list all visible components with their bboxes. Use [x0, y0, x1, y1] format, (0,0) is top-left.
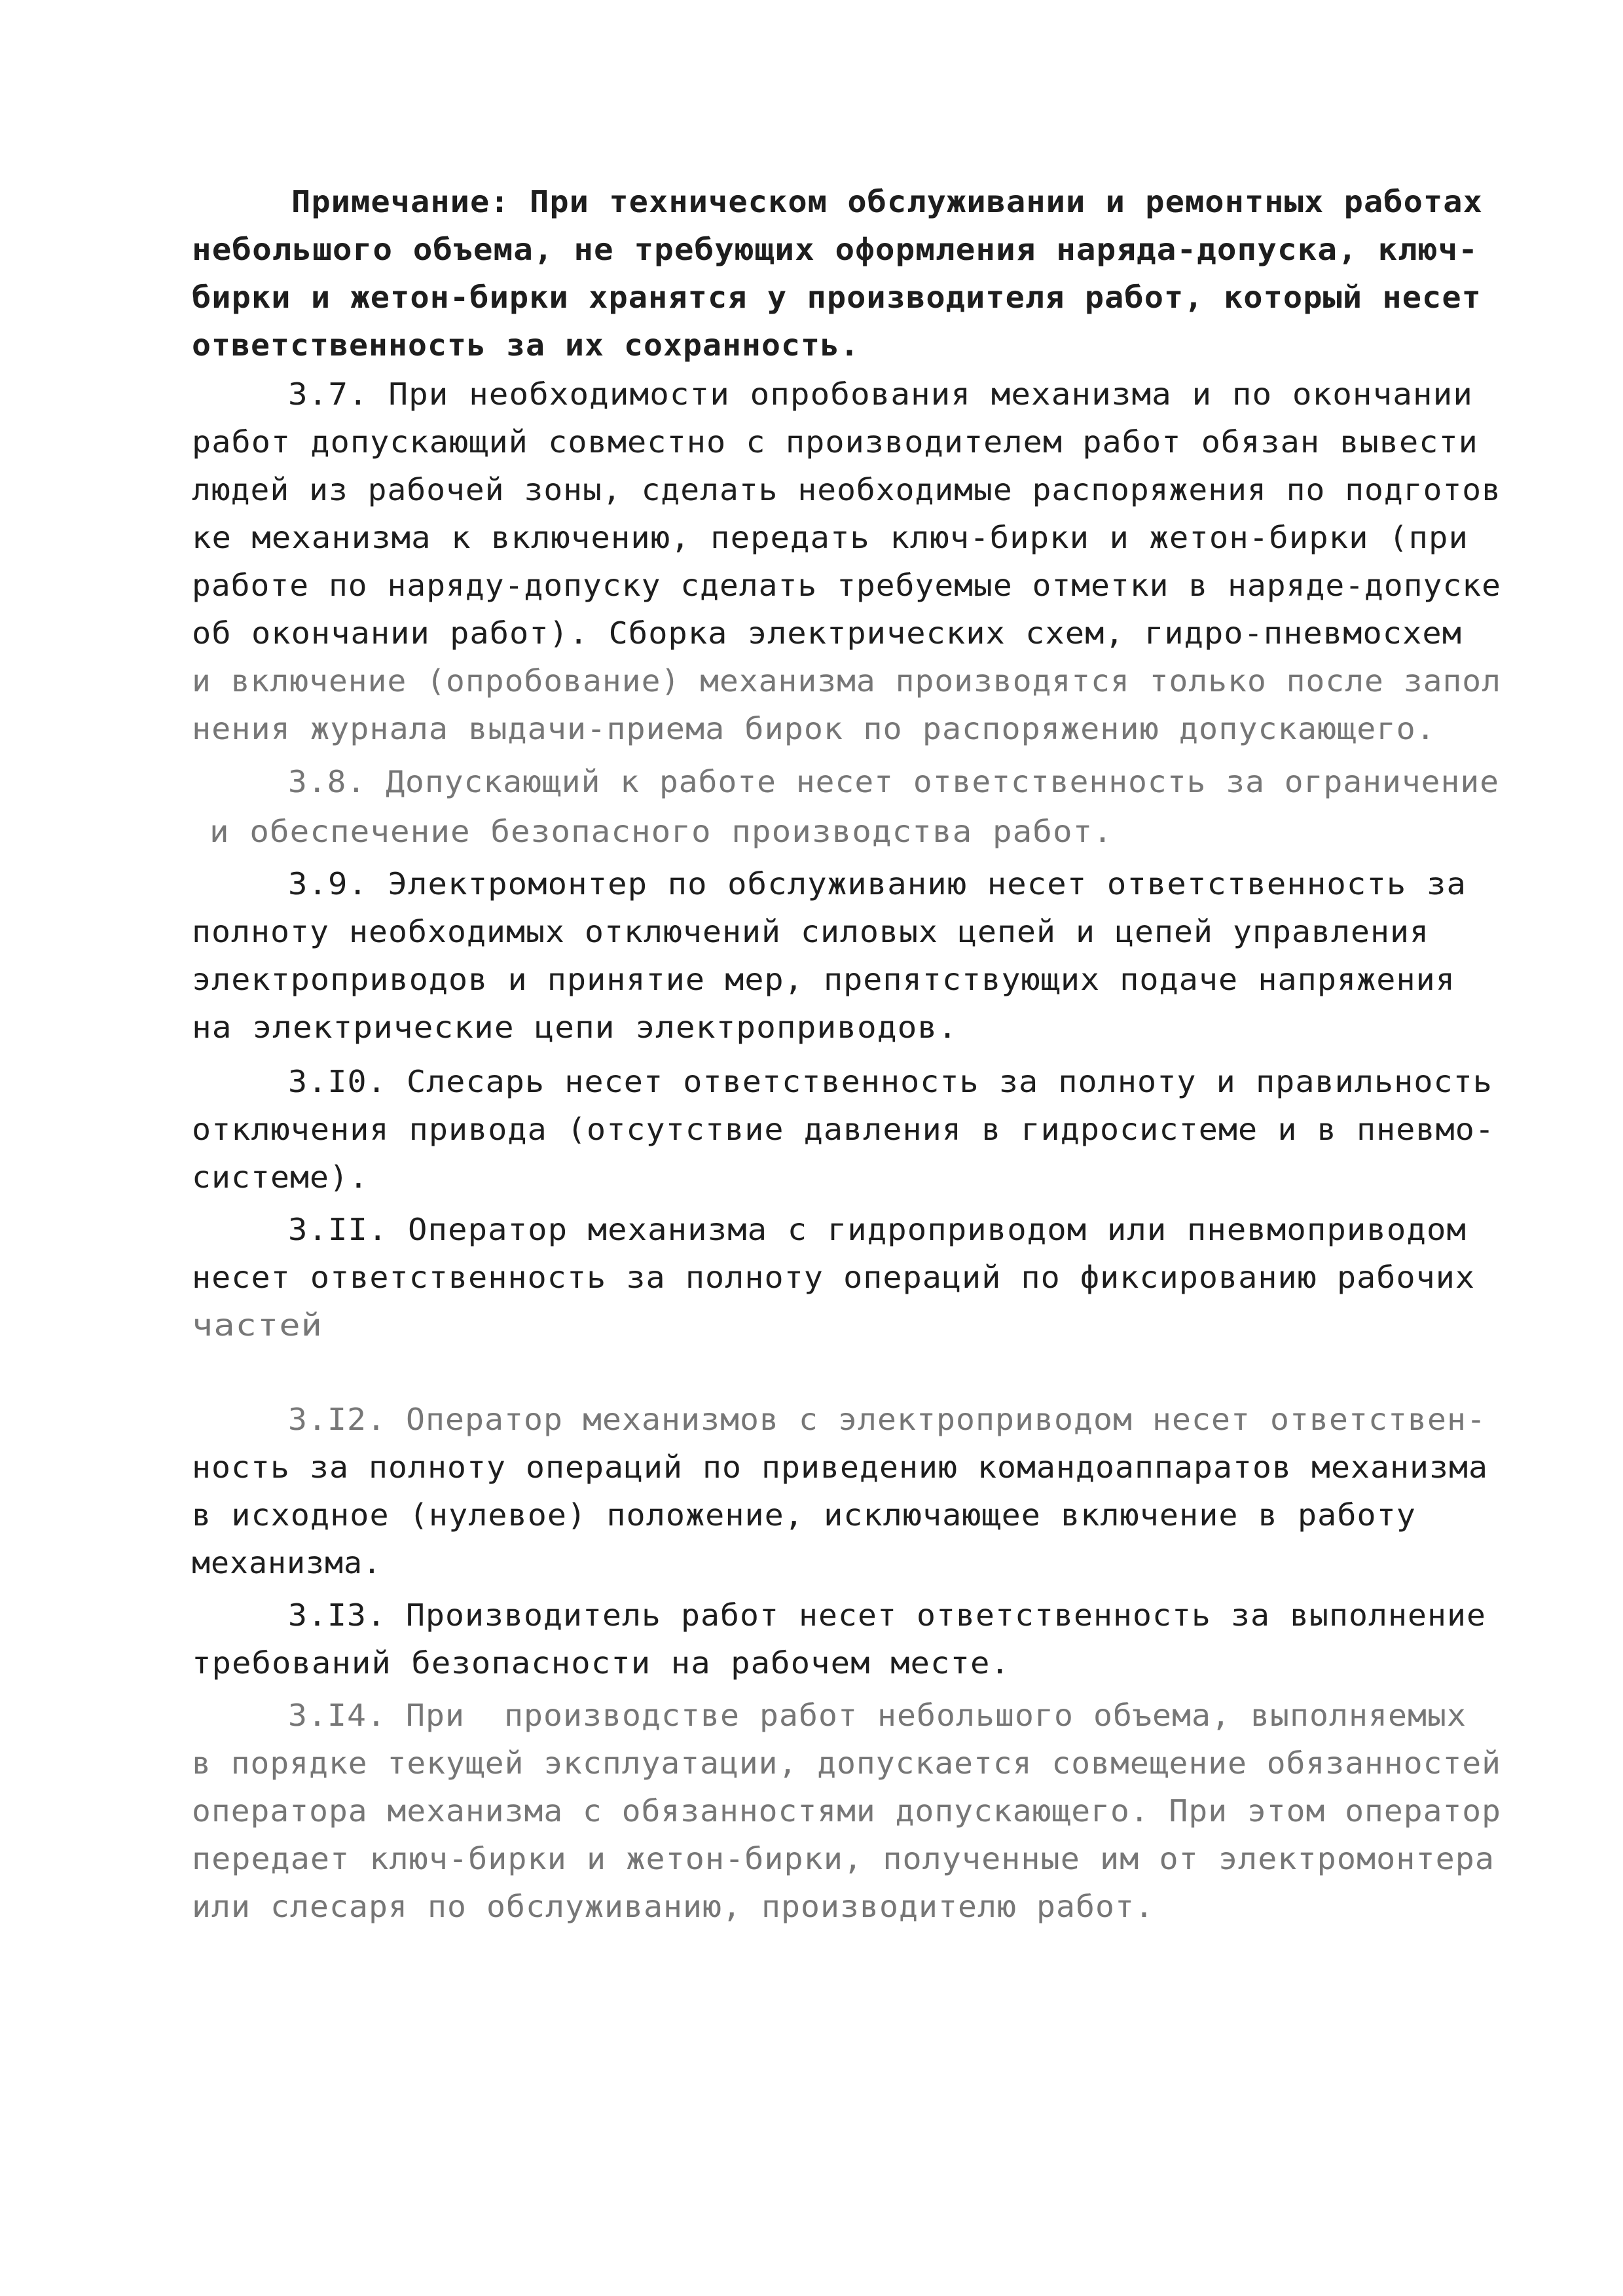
p3-7-line-3: людей из рабочей зоны, сделать необходимые распоряжения по подготов — [192, 472, 1502, 507]
p3-11-line-1: 3.II. Оператор механизма с гидроприводом или пневмоприводом — [288, 1212, 1467, 1247]
p3-12-line-3: в исходное (нулевое) положение, исключающее включение в работу — [192, 1497, 1416, 1533]
p3-9-line-1: 3.9. Электромонтер по обслуживанию несет ответственность за — [288, 866, 1467, 902]
p3-11-line-3: частей — [192, 1307, 323, 1343]
p3-13-line-1: 3.I3. Производитель работ несет ответственность за выполнение — [288, 1597, 1487, 1633]
p3-9-line-3: электроприводов и принятие мер, препятствующих подаче напряжения — [192, 962, 1455, 997]
p3-7-line-7: и включение (опробование) механизма производятся только после запол — [192, 663, 1502, 699]
p3-14-line-5: или слесаря по обслуживанию, производителю работ. — [192, 1889, 1155, 1924]
note-line-1: Примечание: При техническом обслуживании и ремонтных работах — [291, 184, 1483, 219]
p3-14-line-4: передает ключ-бирки и жетон-бирки, полученные им от электромонтера — [192, 1841, 1495, 1876]
p3-7-line-6: об окончании работ). Сборка электрических схем, гидро-пневмосхем — [192, 615, 1463, 651]
p3-13-line-2: требований безопасности на рабочем месте. — [192, 1645, 1010, 1681]
p3-7-line-1: 3.7. При необходимости опробования механизма и по окончании — [288, 376, 1473, 412]
p3-12-line-2: ность за полноту операций по приведению командоаппаратов механизма — [192, 1449, 1488, 1485]
p3-8-line-1: 3.8. Допускающий к работе несет ответственность за ограничение — [288, 764, 1500, 799]
p3-7-line-2: работ допускающий совместно с производителем работ обязан вывести — [192, 424, 1478, 460]
p3-10-line-3: системе). — [192, 1159, 369, 1195]
p3-14-line-3: оператора механизма с обязанностями допускающего. При этом оператор — [192, 1793, 1502, 1829]
p3-8-line-2: и обеспечение безопасного производства работ. — [210, 814, 1113, 849]
note-line-3: бирки и жетон-бирки хранятся у производителя работ, который несет — [192, 280, 1482, 315]
p3-12-line-1: 3.I2. Оператор механизмов с электроприводом несет ответствен- — [288, 1402, 1487, 1437]
p3-10-line-2: отключения привода (отсутствие давления в гидросистеме и в пневмо- — [192, 1112, 1495, 1147]
p3-12-line-4: механизма. — [192, 1545, 382, 1580]
note-line-4: ответственность за их сохранность. — [192, 327, 860, 363]
p3-10-line-1: 3.I0. Слесарь несет ответственность за полноту и правильность — [288, 1064, 1493, 1099]
p3-7-line-4: ке механизма к включению, передать ключ-бирки и жетон-бирки (при — [192, 520, 1468, 555]
p3-11-line-2: несет ответственность за полноту операций по фиксированию рабочих — [192, 1260, 1476, 1295]
p3-7-line-5: работе по наряду-допуску сделать требуемые отметки в наряде-допуске — [192, 568, 1502, 603]
p3-14-line-1: 3.I4. При производстве работ небольшого объема, выполняемых — [288, 1698, 1467, 1733]
note-line-2: небольшого объема, не требующих оформления наряда-допуска, ключ- — [192, 232, 1478, 267]
p3-7-line-8: нения журнала выдачи-приема бирок по распоряжению допускающего. — [192, 711, 1436, 746]
p3-9-line-2: полноту необходимых отключений силовых цепей и цепей управления — [192, 914, 1430, 949]
p3-9-line-4: на электрические цепи электроприводов. — [192, 1010, 958, 1045]
p3-14-line-2: в порядке текущей эксплуатации, допускается совмещение обязанностей — [192, 1745, 1502, 1781]
